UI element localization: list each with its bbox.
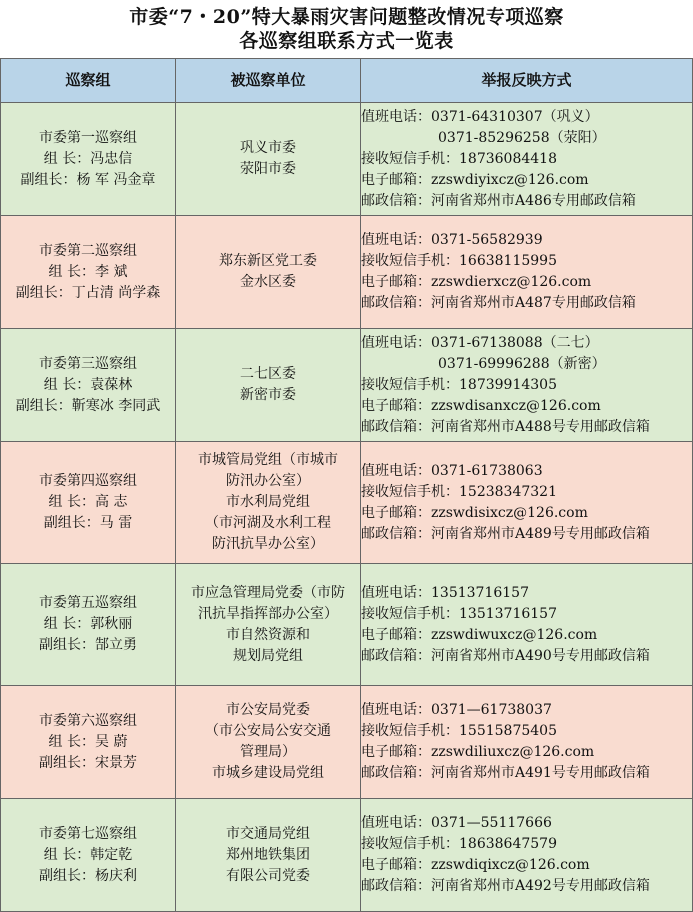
contact-cell [361, 103, 693, 216]
email-address: 电子邮箱：zzswdierxcz@126.com [361, 274, 592, 290]
unit-line: 汛抗旱指挥部办公室） [198, 605, 338, 622]
unit-cell [176, 799, 361, 912]
contact-cell [361, 686, 693, 799]
group-cell [1, 103, 176, 216]
postal-box: 邮政信箱：河南省郑州市A488号专用邮政信箱 [361, 418, 650, 435]
contact-cell [361, 564, 693, 686]
group-leader: 组 长：袁葆林 [43, 376, 133, 393]
unit-line: 荥阳市委 [240, 161, 296, 177]
group-cell [1, 216, 176, 329]
postal-box: 邮政信箱：河南省郑州市A491号专用邮政信箱 [361, 765, 650, 781]
header-contact: 举报反映方式 [361, 59, 693, 103]
sms-phone: 接收短信手机：18638647579 [361, 836, 557, 852]
unit-line: 有限公司党委 [226, 867, 310, 884]
contact-table [0, 58, 693, 912]
unit-cell [176, 564, 361, 686]
table-row [1, 216, 693, 329]
table-row [1, 442, 693, 564]
sms-phone: 接收短信手机：13513716157 [361, 605, 557, 622]
contact-cell [361, 442, 693, 564]
duty-phone: 值班电话：0371—61738037 [361, 702, 552, 718]
unit-line: 郑东新区党工委 [219, 253, 317, 269]
table-row [1, 329, 693, 442]
duty-phone: 值班电话：0371-64310307（巩义） [361, 108, 599, 125]
group-leader: 组 长：李 斌 [48, 263, 128, 280]
email-address: 电子邮箱：zzswdiwuxcz@126.com [361, 626, 598, 643]
duty-phone: 值班电话：0371-61738063 [361, 462, 543, 479]
duty-phone-alt: 0371-69996288（新密） [438, 355, 606, 372]
email-address: 电子邮箱：zzswdiliuxcz@126.com [361, 744, 595, 760]
group-cell [1, 686, 176, 799]
contact-cell [361, 216, 693, 329]
group-deputy: 副组长：靳寒冰 李同武 [15, 397, 161, 414]
unit-cell [176, 442, 361, 564]
unit-line: 巩义市委 [240, 140, 296, 156]
unit-line: （市公安局公安交通 [205, 723, 331, 739]
unit-line: 市应急管理局党委（市防 [191, 584, 345, 601]
group-cell [1, 329, 176, 442]
unit-line: 市城乡建设局党组 [212, 765, 324, 781]
title-line-2: 各巡察组联系方式一览表 [239, 30, 454, 52]
contact-cell [361, 799, 693, 912]
document-title [0, 0, 693, 58]
table-row [1, 799, 693, 912]
group-name: 市委第六巡察组 [39, 712, 137, 729]
sms-phone: 接收短信手机：15238347321 [361, 483, 557, 500]
group-cell [1, 442, 176, 564]
unit-line: （市河湖及水利工程 [205, 515, 331, 531]
postal-box: 邮政信箱：河南省郑州市A489号专用邮政信箱 [361, 525, 650, 542]
unit-line: 市城管局党组（市城市 [198, 452, 338, 468]
postal-box: 邮政信箱：河南省郑州市A492号专用邮政信箱 [361, 878, 650, 894]
email-address: 电子邮箱：zzswdisanxcz@126.com [361, 397, 601, 414]
group-leader: 组 长：冯忠信 [43, 150, 133, 167]
unit-line: 市自然资源和 [226, 626, 310, 643]
header-row [1, 59, 693, 103]
group-leader: 组 长：韩定乾 [43, 846, 133, 863]
unit-line: 郑州地铁集团 [226, 846, 310, 863]
email-address: 电子邮箱：zzswdisixcz@126.com [361, 504, 588, 521]
unit-line: 防汛抗旱办公室） [212, 536, 324, 552]
unit-line: 市交通局党组 [226, 825, 310, 842]
group-name: 市委第四巡察组 [39, 473, 137, 489]
group-deputy: 副组长：杨 军 冯金章 [20, 171, 156, 188]
group-deputy: 副组长：郜立勇 [39, 637, 137, 653]
group-deputy: 副组长：马 雷 [43, 515, 133, 531]
sms-phone: 接收短信手机：16638115995 [361, 253, 557, 269]
unit-line: 新密市委 [240, 387, 296, 403]
group-name: 市委第七巡察组 [39, 825, 137, 842]
unit-line: 规划局党组 [233, 647, 303, 664]
unit-line: 市公安局党委 [226, 702, 310, 718]
title-line-1: 市委“7・20”特大暴雨灾害问题整改情况专项巡察 [129, 6, 564, 28]
sms-phone: 接收短信手机：18736084418 [361, 150, 557, 167]
unit-cell [176, 216, 361, 329]
group-leader: 组 长：郭秋丽 [43, 616, 133, 632]
duty-phone: 值班电话：0371-67138088（二七） [361, 334, 599, 351]
group-deputy: 副组长：宋景芳 [39, 754, 137, 771]
sms-phone: 接收短信手机：18739914305 [361, 376, 557, 393]
group-cell [1, 564, 176, 686]
header-group: 巡察组 [1, 59, 176, 103]
unit-cell [176, 103, 361, 216]
contact-cell [361, 329, 693, 442]
unit-line: 市水利局党组 [226, 494, 310, 510]
unit-line: 金水区委 [240, 274, 296, 290]
table-row [1, 103, 693, 216]
duty-phone: 值班电话：0371-56582939 [361, 232, 543, 248]
group-name: 市委第三巡察组 [39, 355, 137, 372]
duty-phone: 值班电话：13513716157 [361, 584, 529, 601]
group-deputy: 副组长：丁占清 尚学森 [15, 284, 161, 301]
sms-phone: 接收短信手机：15515875405 [361, 723, 557, 739]
postal-box: 邮政信箱：河南省郑州市A487专用邮政信箱 [361, 295, 636, 311]
duty-phone: 值班电话：0371—55117666 [361, 815, 552, 831]
postal-box: 邮政信箱：河南省郑州市A486专用邮政信箱 [361, 192, 636, 209]
email-address: 电子邮箱：zzswdiyixcz@126.com [361, 171, 589, 188]
unit-line: 二七区委 [240, 366, 296, 382]
group-cell [1, 799, 176, 912]
group-name: 市委第一巡察组 [39, 129, 137, 146]
group-leader: 组 长：吴 蔚 [48, 733, 128, 750]
unit-cell [176, 329, 361, 442]
unit-cell [176, 686, 361, 799]
duty-phone-alt: 0371-85296258（荥阳） [438, 129, 606, 146]
email-address: 电子邮箱：zzswdiqixcz@126.com [361, 857, 590, 873]
group-name: 市委第五巡察组 [39, 595, 137, 611]
header-unit: 被巡察单位 [176, 59, 361, 103]
unit-line: 防汛办公室） [226, 473, 310, 489]
group-leader: 组 长：高 志 [48, 494, 128, 510]
unit-line: 管理局） [240, 744, 296, 760]
postal-box: 邮政信箱：河南省郑州市A490号专用邮政信箱 [361, 647, 650, 664]
group-name: 市委第二巡察组 [39, 242, 137, 259]
table-row [1, 686, 693, 799]
table-row [1, 564, 693, 686]
group-deputy: 副组长：杨庆利 [39, 867, 137, 884]
